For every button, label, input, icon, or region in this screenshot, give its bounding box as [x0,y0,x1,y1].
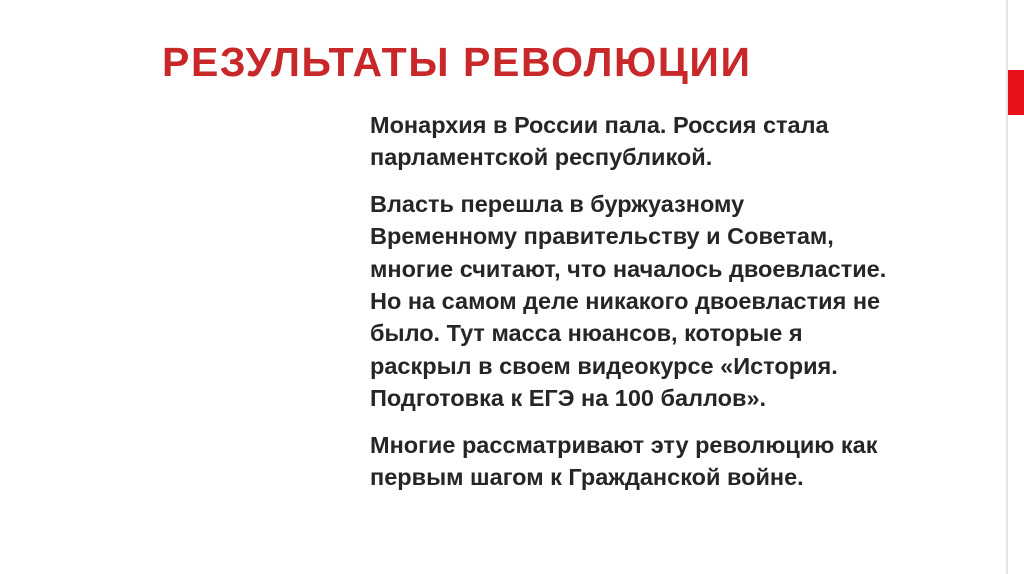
red-accent-bar [1008,70,1024,115]
paragraph-line: раскрыл в своем видеокурсе «История. [370,352,838,379]
paragraph-power [370,188,1000,415]
paragraph-line: Временному правительству и Советам, [370,223,834,250]
paragraph-monarchy [370,109,1000,174]
paragraph-line: Власть перешла в буржуазному [370,190,745,217]
paragraph-line: было. Тут масса нюансов, которые я [370,320,803,347]
paragraph-line: парламентской республикой. [370,144,713,171]
slide-body [370,109,1000,507]
paragraph-line: Многие рассматривают эту революцию как [370,431,878,458]
paragraph-civil-war [370,429,1000,494]
paragraph-line: многие считают, что началось двоевластие. [370,255,887,282]
paragraph-line: первым шагом к Гражданской войне. [370,464,804,491]
slide-title: РЕЗУЛЬТАТЫ РЕВОЛЮЦИИ [162,39,752,85]
paragraph-line: Но на самом деле никакого двоевластия не [370,288,881,315]
paragraph-line: Монархия в России пала. Россия стала [370,112,829,138]
paragraph-line: Подготовка к ЕГЭ на 100 баллов». [370,385,767,412]
